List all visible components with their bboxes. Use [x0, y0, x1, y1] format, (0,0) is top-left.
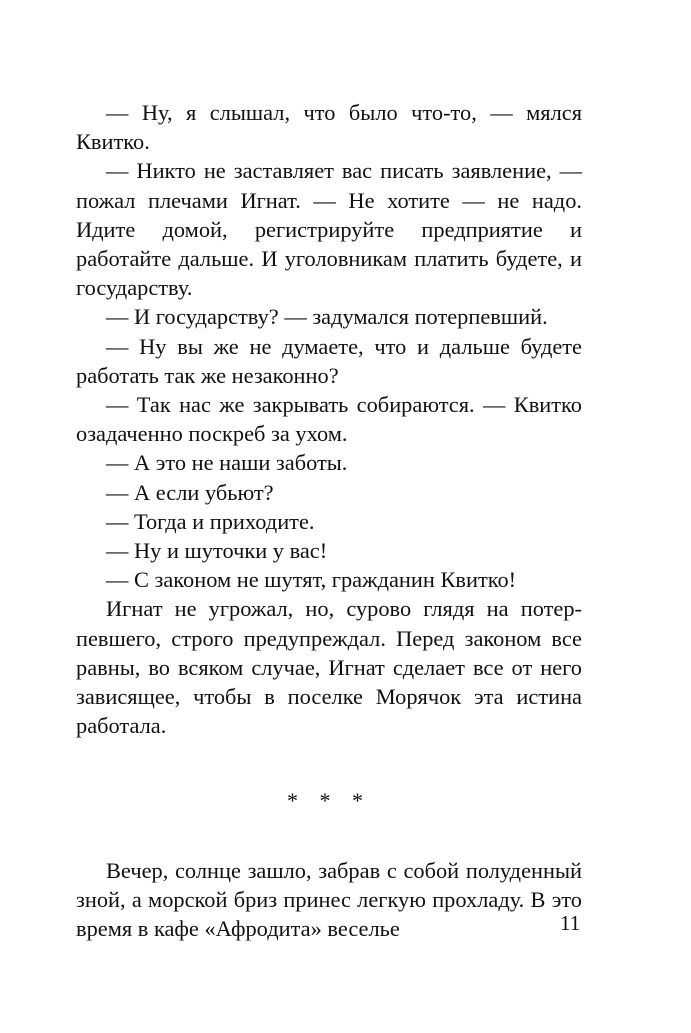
dialogue-line: — Ну вы же не думаете, что и дальше будете работать так же незаконно?: [76, 333, 582, 388]
dialogue-line: — А если убьют?: [106, 479, 274, 505]
dialogue-line: — Ну и шуточки у вас!: [106, 538, 328, 564]
dialogue-line: — С законом не шутят, гражданин Квитко!: [106, 567, 517, 593]
dialogue-line: — А это не наши заботы.: [106, 450, 348, 476]
dialogue-line: — Ну, я слышал, что было что-то, — мялся Квитко.: [76, 100, 582, 155]
dialogue-line: — Тогда и приходите.: [106, 508, 315, 534]
narrative-paragraph: Игнат не угрожал, но, сурово глядя на потерпевшего, строго предупреждал. Перед законом все равны, во всяком случае, Игнат сделает все от него зависящее, чтобы в поселке Морячок эта истина работала.: [76, 596, 582, 739]
dialogue-line: — Никто не заставляет вас писать заявление, — пожал плечами Игнат. — Не хотите — не надо. Идите домой, регистрируйте предприятие и работайте дальше. И уголовникам платить будете, и государству.: [76, 158, 582, 301]
narrative-paragraph: Вечер, солнце зашло, забрав с собой полуденный зной, а морской бриз принес легкую прохладу. В это время в кафе «Афродита» веселье: [76, 857, 582, 942]
dialogue-line: — И государству? — задумался потерпевший.: [106, 304, 548, 330]
page-body: [76, 98, 582, 943]
page-number: 11: [560, 911, 581, 935]
section-separator: * * *: [287, 788, 371, 814]
dialogue-line: — Так нас же закрывать собираются. — Квитко озадаченно поскреб за ухом.: [76, 392, 582, 447]
